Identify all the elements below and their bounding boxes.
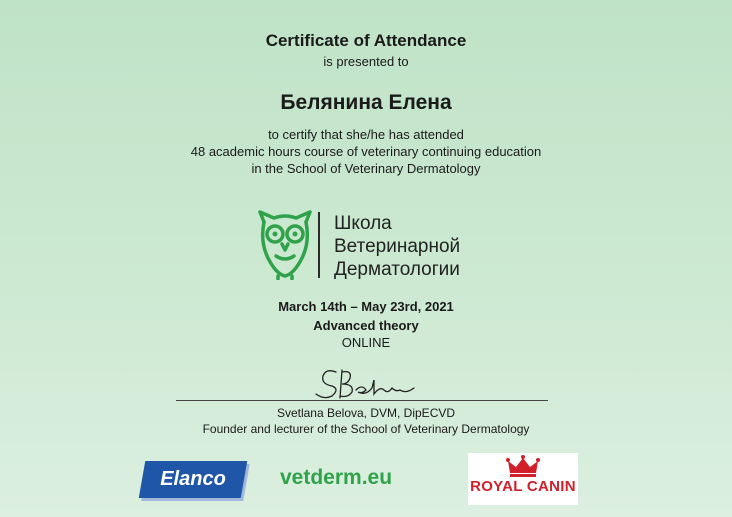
signer-role: Founder and lecturer of the School of Veterinary Dermatology [202,422,530,436]
signature-line [176,400,548,401]
certify-text [0,126,732,177]
school-name-line-3: Дерматологии [334,259,460,280]
course-info [0,297,732,335]
presented-text: is presented to [323,54,409,69]
certify-line-2: 48 academic hours course of veterinary continuing education [190,144,542,159]
logo-divider [318,212,320,278]
school-logo [256,208,496,282]
certify-line-3: in the School of Veterinary Dermatology [251,161,481,176]
school-name [334,212,460,281]
signer-name: Svetlana Belova, DVM, DipECVD [276,406,456,420]
royal-canin-text: ROYAL CANIN [470,478,576,495]
course-name: Advanced theory [313,318,419,333]
certify-line-1: to certify that she/he has attended [268,127,464,142]
signer-info [0,405,732,437]
vetderm-logo: vetderm.eu [280,466,393,489]
owl-icon [256,208,314,280]
recipient-name: Белянина Елена [280,91,452,114]
course-dates: March 14th – May 23rd, 2021 [278,299,454,314]
crown-icon [506,455,540,477]
school-name-line-2: Ветеринарной [334,236,461,257]
royal-canin-logo [468,453,578,505]
elanco-text: Elanco [160,468,226,490]
elanco-logo [139,461,248,498]
certificate-title: Certificate of Attendance [265,31,467,50]
course-format: ONLINE [341,335,391,350]
school-name-line-1: Школа [334,213,392,234]
signature-icon [296,362,446,402]
